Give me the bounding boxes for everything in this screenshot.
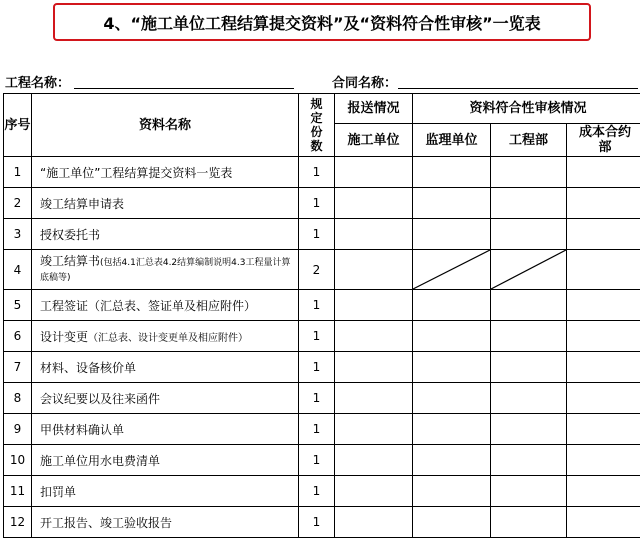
contract-name-line: [398, 88, 638, 89]
table-row: 8 会议纪要以及往来函件 1: [4, 383, 640, 414]
diagonal-slash-supervisor: [413, 250, 491, 290]
header-submit-group: 报送情况: [335, 94, 413, 124]
header-name: 资料名称: [32, 94, 299, 157]
table-row: 3 授权委托书 1: [4, 219, 640, 250]
header-count: 规定份数: [299, 94, 335, 157]
table-row: 12 开工报告、竣工验收报告 1: [4, 507, 640, 538]
header-cost-contract: 成本合约部: [567, 124, 640, 157]
project-name-line: [74, 88, 294, 89]
submission-table: [3, 93, 640, 538]
header-submit-unit: 施工单位: [335, 124, 413, 157]
header-no: 序号: [4, 94, 32, 157]
table-row: 7 材料、设备核价单 1: [4, 352, 640, 383]
table-row: 2 竣工结算申请表 1: [4, 188, 640, 219]
table-row: 1 “施工单位”工程结算提交资料一览表 1: [4, 157, 640, 188]
table-row: 6 设计变更（汇总表、设计变更单及相应附件） 1: [4, 321, 640, 352]
table-row: 9 甲供材料确认单 1: [4, 414, 640, 445]
table-row: 10 施工单位用水电费清单 1: [4, 445, 640, 476]
diagonal-slash-engineering: [491, 250, 567, 290]
table-row: 11 扣罚单 1: [4, 476, 640, 507]
document-title-box: [53, 3, 591, 41]
header-review-group: 资料符合性审核情况: [413, 94, 640, 124]
table-row: 4 竣工结算书(包括4.1汇总表4.2结算编制说明4.3工程量计算底稿等) 2: [4, 250, 640, 290]
project-name-label: 工程名称：: [5, 72, 70, 91]
table-row: 5 工程签证（汇总表、签证单及相应附件） 1: [4, 290, 640, 321]
header-supervisor: 监理单位: [413, 124, 491, 157]
contract-name-label: 合同名称：: [332, 72, 397, 91]
header-engineering: 工程部: [491, 124, 567, 157]
document-title: 4、“施工单位工程结算提交资料”及“资料符合性审核”一览表: [103, 11, 540, 34]
